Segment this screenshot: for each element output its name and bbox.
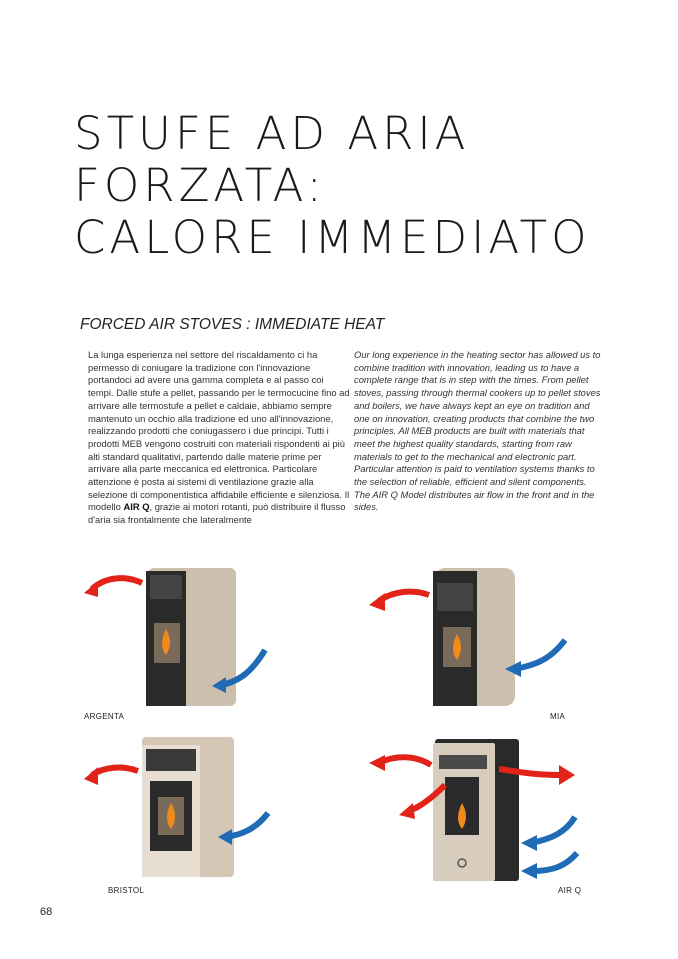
page-title: STUFE AD ARIA FORZATA: CALORE IMMEDIATO <box>74 107 591 264</box>
cold-air-arrow-icon <box>531 817 575 843</box>
section-subtitle: FORCED AIR STOVES : IMMEDIATE HEAT <box>80 316 385 333</box>
air-q-model-name: AIR Q <box>123 501 150 513</box>
stove-grille <box>150 575 182 599</box>
hot-air-arrow-icon <box>379 757 431 765</box>
hot-air-arrow-icon <box>379 592 429 601</box>
air-q-stove-image <box>365 735 580 885</box>
stove-label-argenta: ARGENTA <box>84 712 125 721</box>
page-number: 68 <box>40 906 53 918</box>
mia-stove-image <box>365 565 575 715</box>
stove-grille <box>437 583 473 611</box>
english-text-column: Our long experience in the heating sector has allowed us to combine tradition with innovation, leading us to have a complete range that is in step with the times. From pellet stoves, passing through thermal cookers up to pellet stoves and boilers, we have always kept an eye on tradition and one on innovation, creating products that combine the two principles. All MEB products are built with materials that meet the highest quality standards, starting from raw materials to get to the mechanical and electronic part. Particular attention is paid to ventilation systems thanks to the selection of reliable, efficient and silent components. The AIR Q Model distributes air flow in the front and in the sides. <box>354 349 601 513</box>
stove-label-bristol: BRISTOL <box>108 886 145 895</box>
italian-text-column <box>88 349 350 527</box>
stove-grille <box>146 749 196 771</box>
cold-air-arrow-lower-icon <box>533 853 577 871</box>
hot-air-arrow-icon <box>92 578 142 589</box>
argenta-stove-image <box>80 565 280 715</box>
italian-text-after: , grazie ai motori rotanti, può distribuire il flusso d'aria sia frontalmente che lateralmente <box>88 501 346 526</box>
stove-label-mia: MIA <box>550 712 566 721</box>
cold-air-arrow-icon <box>515 640 565 669</box>
stove-label-air-q: AIR Q <box>558 886 582 895</box>
bristol-stove-image <box>80 735 280 885</box>
hot-air-arrow-icon <box>92 768 138 775</box>
stove-grille <box>439 755 487 769</box>
italian-text-before: La lunga esperienza nel settore del riscaldamento ci ha permesso di coniugare la tradizione con l'innovazione portandoci ad avere una gamma completa e al passo coi tempi. Dalle stufe a pellet, passando per le termocucine fino ad arrivare alle termostufe a pellet e caldaie, abbiamo sempre mantenuto un occhio alla tradizione ed uno all'innovazione, realizzando prodotti che coniugassero i due principi. Tutti i prodotti MEB vengono costruiti con materiali rispondenti ai più alti standard qualitativi, partendo dalle materie prime per arrivare alla parte meccanica ed elettronica. Particolare attenzione è posta ai sistemi di ventilazione grazie alla selezione di componentistica affidabile efficiente e silenziosa. Il modello <box>88 349 350 513</box>
